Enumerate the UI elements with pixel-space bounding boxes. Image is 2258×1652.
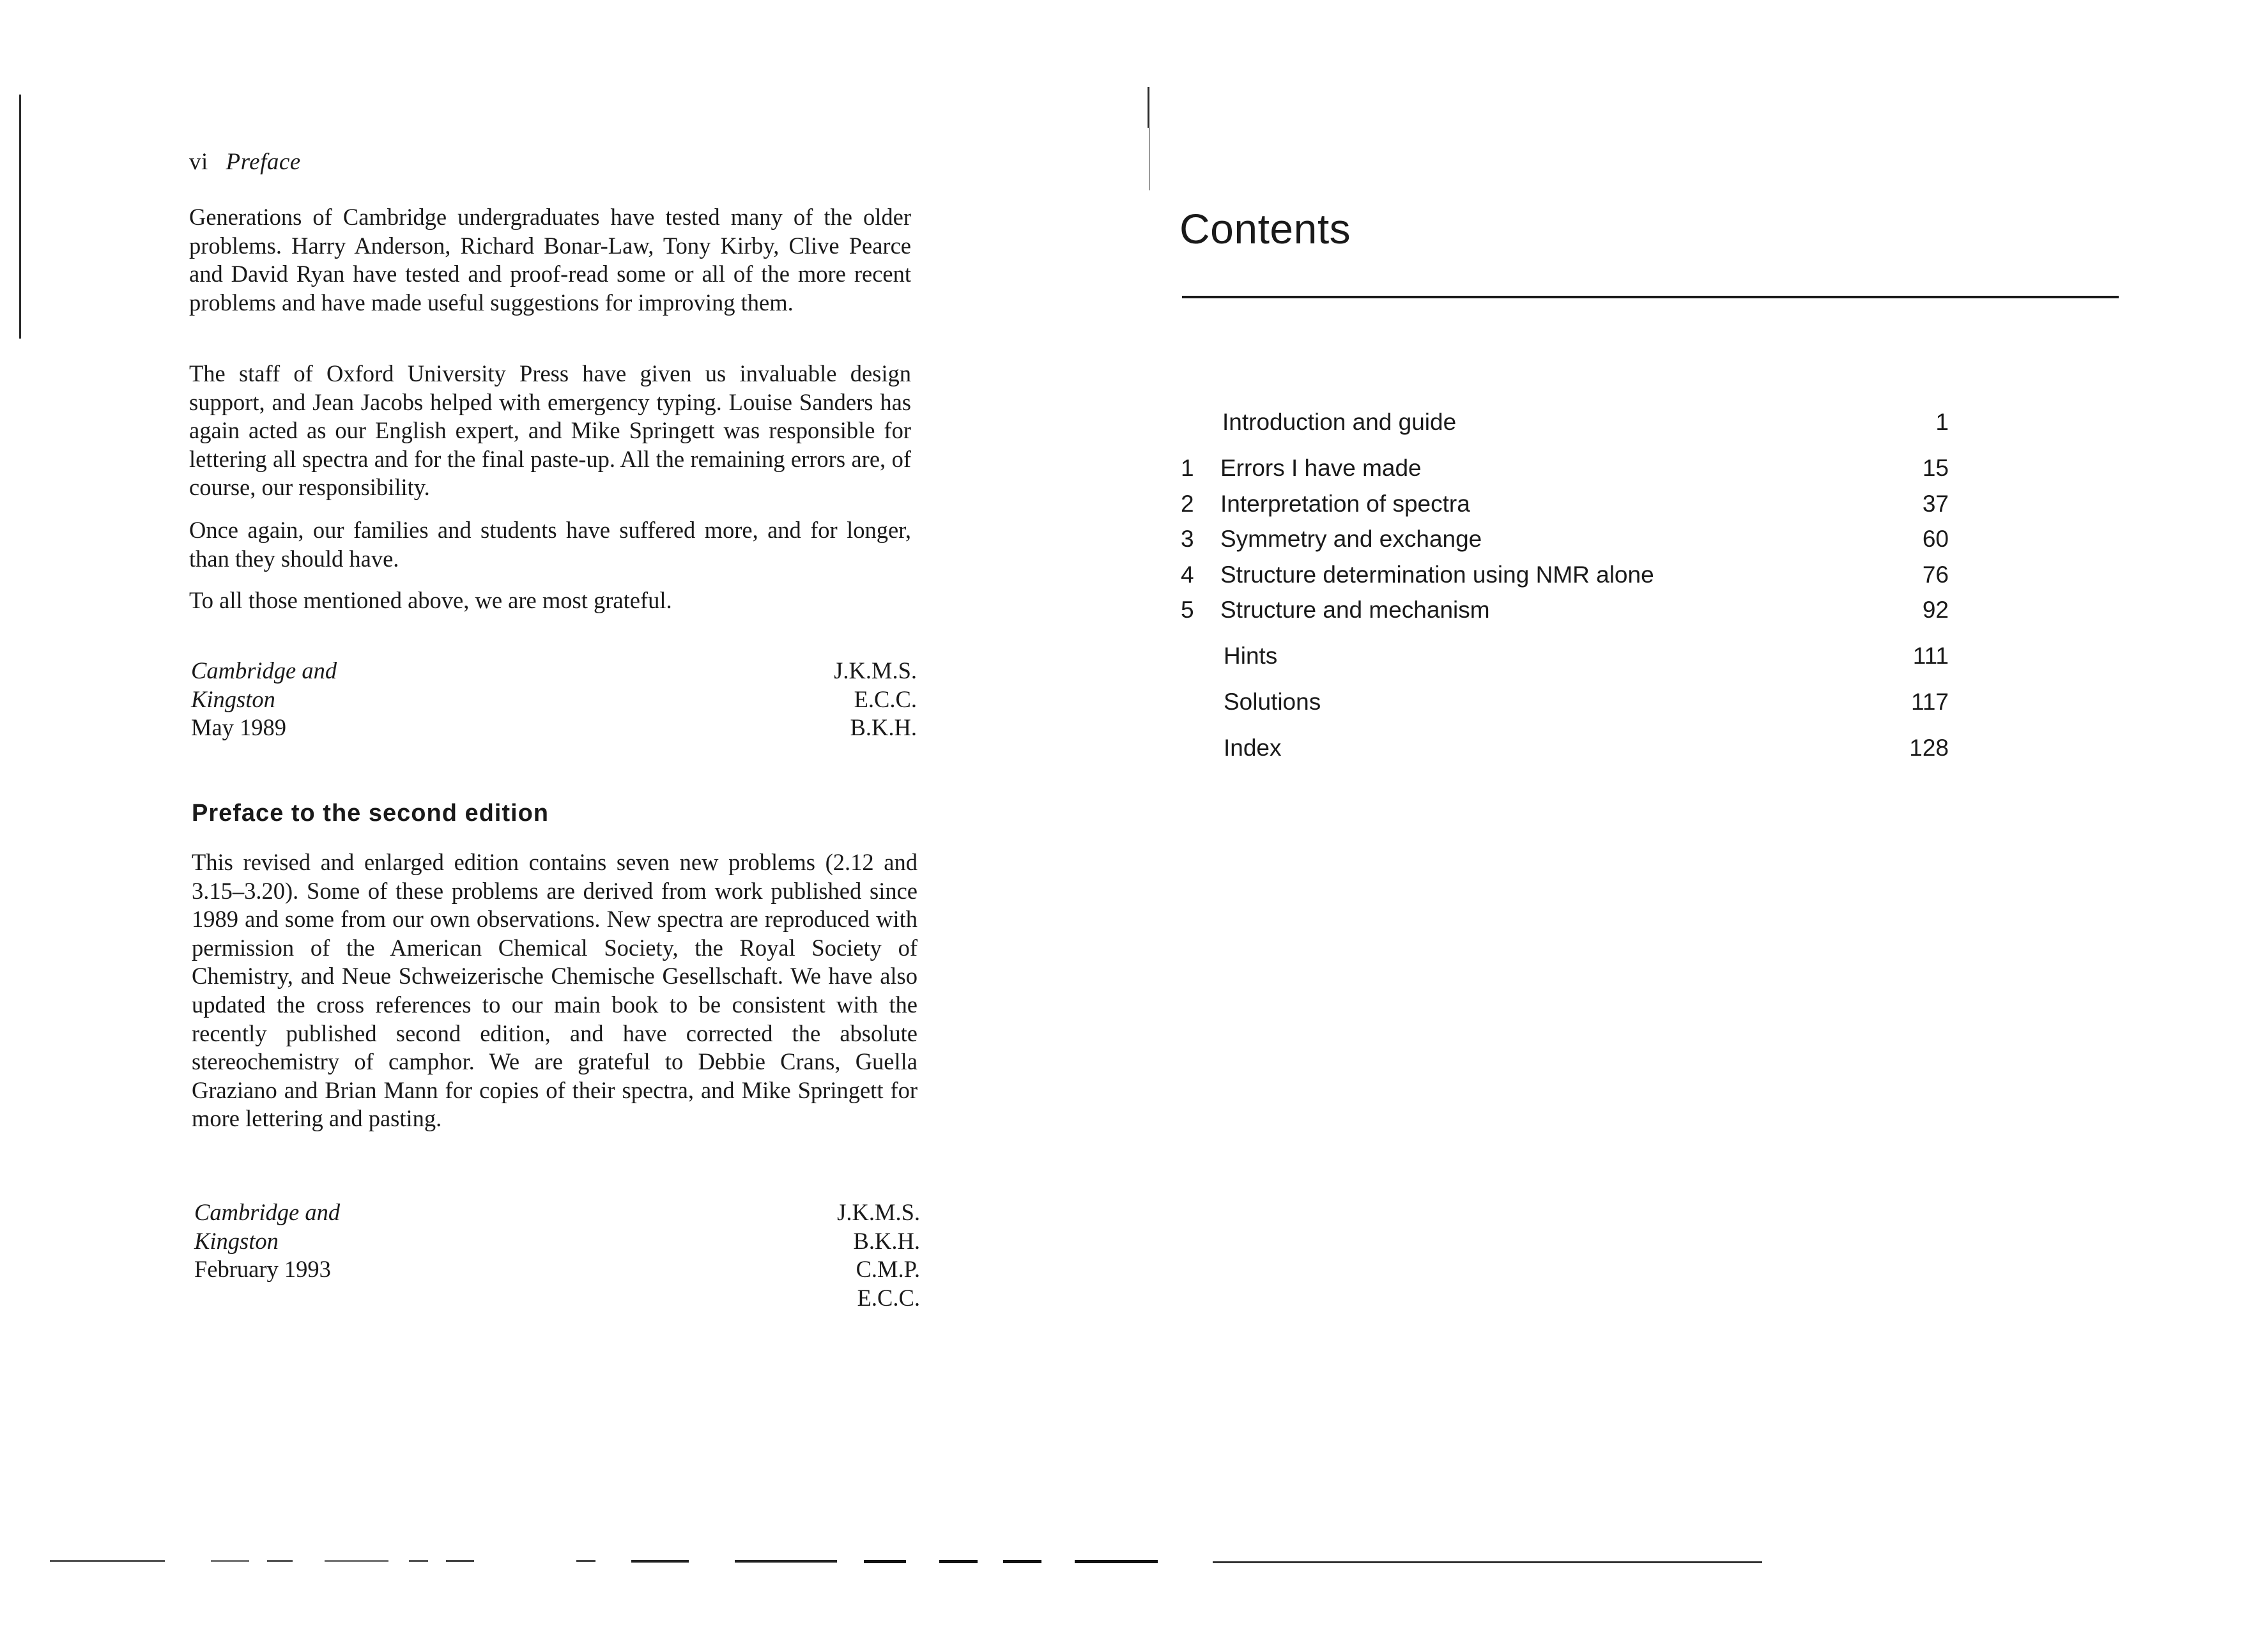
preface-paragraph-3: Once again, our families and students have suffered more, and for longer, than they should have. [189, 517, 911, 572]
toc-page-number: 1 [1935, 409, 1949, 435]
signoff-place-line1: Cambridge and [191, 657, 337, 684]
toc-entry[interactable] [1125, 408, 1949, 437]
left-page-preface [0, 0, 1125, 1652]
toc-chapter-number: 4 [1181, 562, 1194, 588]
toc-entry[interactable] [1125, 687, 1949, 717]
toc-entry-label: Introduction and guide [1222, 409, 1457, 435]
signoff-place-line1: Cambridge and [194, 1199, 341, 1225]
toc-entry-label: Solutions [1224, 689, 1321, 715]
toc-entry[interactable] [1125, 733, 1949, 763]
toc-entry[interactable] [1125, 595, 1949, 625]
signoff-date: May 1989 [191, 714, 287, 741]
running-head [189, 148, 301, 176]
toc-entry-label: Hints [1224, 643, 1278, 669]
author-initials: B.K.H. [850, 714, 917, 741]
toc-entry[interactable] [1125, 641, 1949, 671]
toc-entry[interactable] [1125, 524, 1949, 554]
toc-entry-label: Interpretation of spectra [1220, 491, 1470, 517]
toc-chapter-number: 2 [1181, 491, 1194, 517]
toc-page-number: 128 [1909, 735, 1949, 761]
toc-entry-label: Structure and mechanism [1220, 597, 1490, 623]
signoff-place-line2: Kingston [194, 1227, 279, 1254]
right-page-contents [1125, 0, 2258, 1652]
toc-entry-label: Structure determination using NMR alone [1220, 562, 1654, 588]
author-initials: E.C.C. [857, 1284, 920, 1311]
signoff-initials [834, 657, 917, 742]
author-initials: E.C.C. [854, 685, 917, 712]
toc-page-number: 92 [1922, 597, 1949, 623]
author-initials: B.K.H. [853, 1227, 920, 1254]
author-initials: J.K.M.S. [834, 657, 917, 684]
toc-page-number: 117 [1911, 689, 1949, 715]
toc-chapter-number: 5 [1181, 597, 1194, 623]
contents-title: Contents [1179, 205, 1351, 252]
toc-entry-label: Index [1224, 735, 1282, 761]
table-of-contents [1125, 0, 2258, 830]
toc-entry[interactable] [1125, 454, 1949, 483]
signoff-place [194, 1198, 340, 1284]
toc-entry-label: Errors I have made [1220, 455, 1422, 481]
toc-entry[interactable] [1125, 560, 1949, 590]
preface-paragraph-1: Generations of Cambridge undergraduates have tested many of the older problems. Harry Anderson, Richard Bonar-Law, Tony Kirby, Clive Pearce and David Ryan have tested and proof-read some or all of the more recent problems and have made useful suggestions for improving them. [189, 204, 911, 316]
toc-entry[interactable] [1125, 489, 1949, 519]
toc-page-number: 60 [1922, 526, 1949, 552]
running-head-title: Preface [226, 149, 301, 175]
toc-chapter-number: 3 [1181, 526, 1194, 552]
toc-page-number: 15 [1922, 455, 1949, 481]
toc-chapter-number: 1 [1181, 455, 1194, 481]
signoff-place [191, 657, 337, 742]
signoff-place-line2: Kingston [191, 685, 275, 712]
author-initials: J.K.M.S. [837, 1199, 920, 1225]
signoff-initials [837, 1198, 920, 1312]
second-edition-heading: Preface to the second edition [192, 800, 549, 827]
toc-entry-label: Symmetry and exchange [1220, 526, 1482, 552]
preface-paragraph-4: To all those mentioned above, we are most grateful. [189, 587, 672, 613]
signoff-date: February 1993 [194, 1256, 331, 1283]
second-edition-paragraph: This revised and enlarged edition contains seven new problems (2.12 and 3.15–3.20). Some of these problems are derived from work published since 1989 and some from our own observations. New spectra are reproduced with permission of the American Chemical Society, the Royal Society of Chemistry, and Neue Schweizerische Chemische Gesellschaft. We have also updated the cross references to our main book to be consistent with the recently published second edition, and have corrected the absolute stereochemistry of camphor. We are grateful to Debbie Crans, Guella Graziano and Brian Mann for copies of their spectra, and Mike Springett for more lettering and pasting. [192, 849, 918, 1132]
page-folio: vi [189, 149, 208, 175]
preface-paragraph-2: The staff of Oxford University Press have given us invaluable design support, and Jean Jacobs helped with emergency typing. Louise Sanders has again acted as our English expert, and Mike Springett was responsible for lettering all spectra and for the final paste-up. All the remaining errors are, of course, our responsibility. [189, 360, 911, 501]
author-initials: C.M.P. [856, 1256, 920, 1283]
toc-page-number: 37 [1922, 491, 1949, 517]
toc-page-number: 111 [1912, 643, 1949, 669]
toc-page-number: 76 [1922, 562, 1949, 588]
